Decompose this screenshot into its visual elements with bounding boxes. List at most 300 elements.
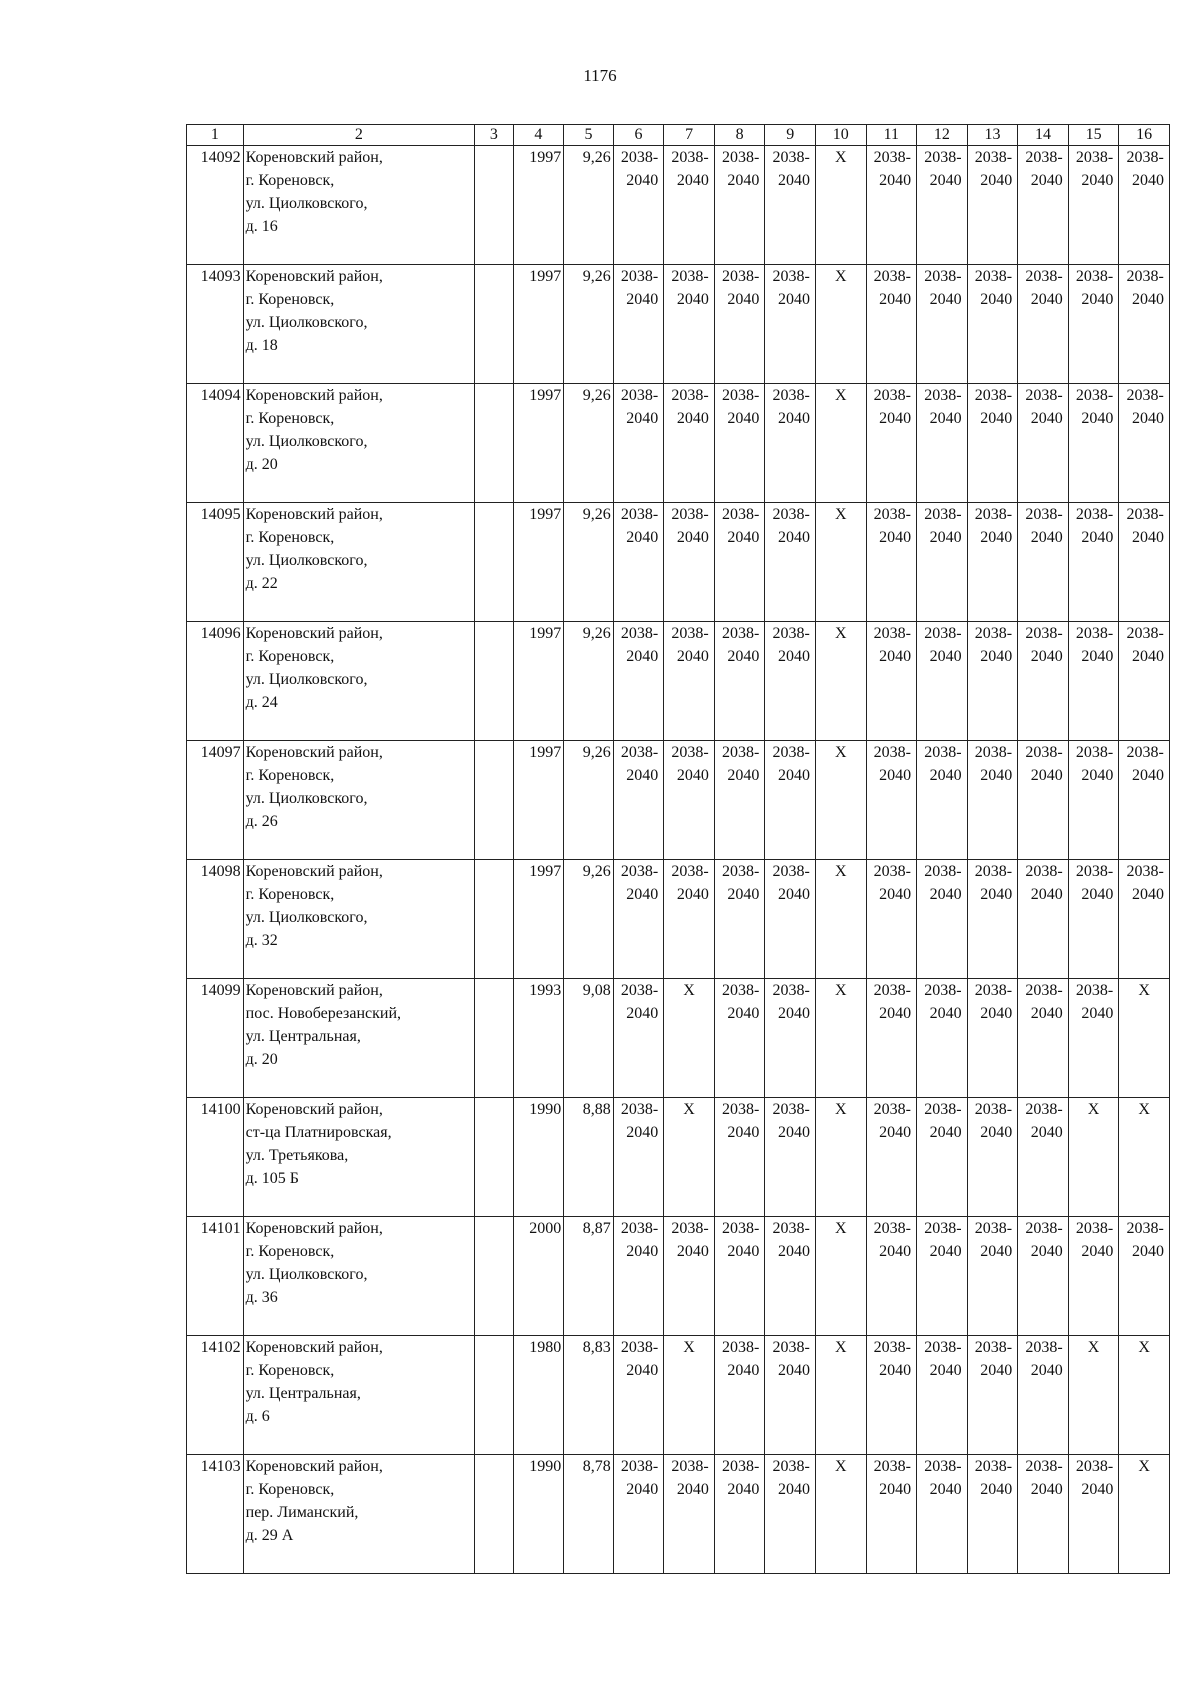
period-cell [714, 860, 765, 979]
period-end: 2040 [929, 1124, 962, 1141]
period-cell [1018, 622, 1069, 741]
period-start: 2038- [974, 149, 1013, 166]
period-start: 2038- [1025, 1220, 1063, 1237]
period-start: 2038- [924, 268, 962, 285]
period-end: 2040 [980, 648, 1013, 665]
period-start: 2038- [671, 506, 709, 523]
period-cell [866, 979, 917, 1098]
period-cell [613, 979, 664, 1098]
period-start: 2038- [772, 1458, 810, 1475]
period-cell [1068, 503, 1119, 622]
period-cell-x: X [1119, 979, 1170, 1098]
period-end: 2040 [727, 648, 760, 665]
column-number-cell: 1 [187, 125, 244, 146]
period-start: 2038- [1025, 1101, 1063, 1118]
period-cell [1068, 860, 1119, 979]
period-end: 2040 [879, 1005, 912, 1022]
period-start: 2038- [620, 506, 659, 523]
column-number-cell: 4 [513, 125, 564, 146]
column-3-cell [475, 384, 513, 503]
period-cell [1018, 979, 1069, 1098]
period-start: 2038- [974, 625, 1013, 642]
period-cell [664, 1217, 715, 1336]
period-start: 2038- [924, 1220, 962, 1237]
address-line: д. 105 Б [245, 1170, 299, 1187]
table-row [187, 1217, 1170, 1336]
period-cell [917, 1336, 968, 1455]
period-cell [664, 622, 715, 741]
column-3-cell [475, 265, 513, 384]
period-start: 2038- [1025, 387, 1063, 404]
period-end: 2040 [1081, 410, 1114, 427]
address-line: ул. Циолковского, [245, 195, 368, 212]
period-end: 2040 [1030, 1362, 1063, 1379]
period-cell [714, 741, 765, 860]
period-start: 2038- [974, 1458, 1013, 1475]
period-end: 2040 [777, 1005, 810, 1022]
period-start: 2038- [772, 1220, 810, 1237]
period-end: 2040 [676, 529, 709, 546]
table-row [187, 1455, 1170, 1574]
period-start: 2038- [924, 1101, 962, 1118]
period-end: 2040 [980, 1481, 1013, 1498]
period-cell [967, 1098, 1018, 1217]
period-end: 2040 [929, 1362, 962, 1379]
address-line: ул. Циолковского, [245, 1266, 368, 1283]
period-cell [1119, 384, 1170, 503]
period-start: 2038- [1025, 744, 1063, 761]
address-line: г. Кореновск, [245, 886, 335, 903]
period-cell [967, 741, 1018, 860]
period-cell [967, 979, 1018, 1098]
period-cell [714, 1336, 765, 1455]
period-cell [613, 741, 664, 860]
address-line: Кореновский район, [245, 625, 383, 642]
period-end: 2040 [676, 410, 709, 427]
period-end: 2040 [929, 410, 962, 427]
year-cell: 1997 [513, 622, 564, 741]
period-cell-x: X [815, 622, 866, 741]
period-cell [1119, 1217, 1170, 1336]
record-number: 14093 [187, 265, 244, 384]
period-cell [613, 146, 664, 265]
period-cell [765, 1098, 816, 1217]
value-cell: 9,26 [564, 146, 614, 265]
record-number: 14099 [187, 979, 244, 1098]
period-end: 2040 [1081, 529, 1114, 546]
period-start: 2038- [772, 1339, 810, 1356]
period-cell [866, 860, 917, 979]
record-number: 14101 [187, 1217, 244, 1336]
record-number: 14103 [187, 1455, 244, 1574]
address-line: г. Кореновск, [245, 648, 335, 665]
address-line: г. Кореновск, [245, 291, 335, 308]
period-cell-x: X [815, 1336, 866, 1455]
period-cell [714, 622, 765, 741]
period-cell [1018, 384, 1069, 503]
period-start: 2038- [671, 149, 709, 166]
period-start: 2038- [721, 268, 760, 285]
period-cell [664, 741, 715, 860]
period-cell-x: X [664, 1098, 715, 1217]
period-end: 2040 [980, 172, 1013, 189]
period-end: 2040 [879, 291, 912, 308]
period-end: 2040 [929, 767, 962, 784]
period-start: 2038- [924, 625, 962, 642]
value-cell: 9,26 [564, 503, 614, 622]
period-end: 2040 [879, 1481, 912, 1498]
period-cell-x: X [815, 1098, 866, 1217]
period-start: 2038- [721, 149, 760, 166]
period-end: 2040 [626, 172, 659, 189]
address-line: д. 24 [245, 694, 278, 711]
period-end: 2040 [626, 1362, 659, 1379]
column-3-cell [475, 503, 513, 622]
address-cell [243, 622, 475, 741]
period-start: 2038- [1126, 506, 1164, 523]
period-end: 2040 [929, 1481, 962, 1498]
period-end: 2040 [929, 886, 962, 903]
year-cell: 2000 [513, 1217, 564, 1336]
period-end: 2040 [1132, 767, 1164, 784]
period-cell [1068, 622, 1119, 741]
period-cell [613, 1336, 664, 1455]
period-start: 2038- [924, 1339, 962, 1356]
period-end: 2040 [980, 529, 1013, 546]
period-cell [613, 503, 664, 622]
period-cell-x: X [1119, 1336, 1170, 1455]
period-cell [967, 146, 1018, 265]
period-end: 2040 [727, 1481, 760, 1498]
period-start: 2038- [974, 387, 1013, 404]
period-cell [967, 1455, 1018, 1574]
address-line: Кореновский район, [245, 744, 383, 761]
period-end: 2040 [879, 1243, 912, 1260]
period-start: 2038- [974, 863, 1013, 880]
period-start: 2038- [1075, 387, 1114, 404]
register-table [186, 124, 1170, 1574]
period-end: 2040 [1081, 648, 1114, 665]
record-number: 14096 [187, 622, 244, 741]
address-line: д. 20 [245, 456, 278, 473]
address-line: д. 32 [245, 932, 278, 949]
period-end: 2040 [929, 1005, 962, 1022]
column-3-cell [475, 979, 513, 1098]
period-end: 2040 [879, 767, 912, 784]
column-3-cell [475, 860, 513, 979]
period-end: 2040 [1030, 172, 1063, 189]
period-start: 2038- [671, 268, 709, 285]
address-line: пер. Лиманский, [245, 1504, 359, 1521]
period-end: 2040 [1030, 648, 1063, 665]
address-cell [243, 384, 475, 503]
period-cell [866, 384, 917, 503]
period-cell-x: X [815, 265, 866, 384]
year-cell: 1990 [513, 1455, 564, 1574]
address-line: Кореновский район, [245, 1101, 383, 1118]
period-cell [917, 1217, 968, 1336]
period-start: 2038- [620, 982, 659, 999]
address-line: Кореновский район, [245, 149, 383, 166]
period-start: 2038- [671, 625, 709, 642]
period-end: 2040 [1132, 291, 1164, 308]
address-line: Кореновский район, [245, 863, 383, 880]
table-row [187, 741, 1170, 860]
period-end: 2040 [879, 529, 912, 546]
period-cell-x: X [1068, 1098, 1119, 1217]
period-end: 2040 [929, 529, 962, 546]
period-cell [714, 503, 765, 622]
period-cell [917, 1098, 968, 1217]
period-start: 2038- [620, 1339, 659, 1356]
address-line: д. 16 [245, 218, 278, 235]
address-line: д. 36 [245, 1289, 278, 1306]
period-end: 2040 [980, 767, 1013, 784]
column-number-cell: 9 [765, 125, 816, 146]
period-end: 2040 [676, 648, 709, 665]
period-end: 2040 [626, 767, 659, 784]
period-cell [866, 622, 917, 741]
period-start: 2038- [772, 268, 810, 285]
address-line: д. 22 [245, 575, 278, 592]
period-cell-x: X [815, 1455, 866, 1574]
table-row [187, 1098, 1170, 1217]
column-number-row [187, 125, 1170, 146]
period-cell-x: X [1119, 1455, 1170, 1574]
table-row [187, 622, 1170, 741]
period-cell [967, 265, 1018, 384]
period-end: 2040 [980, 291, 1013, 308]
period-end: 2040 [727, 529, 760, 546]
address-line: Кореновский район, [245, 1458, 383, 1475]
period-end: 2040 [626, 291, 659, 308]
period-cell [765, 146, 816, 265]
period-cell [1018, 146, 1069, 265]
value-cell: 9,26 [564, 860, 614, 979]
period-end: 2040 [980, 1243, 1013, 1260]
value-cell: 9,26 [564, 741, 614, 860]
period-start: 2038- [620, 625, 659, 642]
period-end: 2040 [1030, 1124, 1063, 1141]
period-cell [1018, 503, 1069, 622]
period-cell [967, 384, 1018, 503]
period-end: 2040 [676, 1481, 709, 1498]
period-start: 2038- [1075, 863, 1114, 880]
period-end: 2040 [879, 172, 912, 189]
period-start: 2038- [1126, 625, 1164, 642]
period-cell-x: X [815, 1217, 866, 1336]
period-start: 2038- [620, 268, 659, 285]
period-start: 2038- [620, 863, 659, 880]
period-start: 2038- [721, 1458, 760, 1475]
period-start: 2038- [1075, 982, 1114, 999]
period-end: 2040 [1132, 648, 1164, 665]
period-end: 2040 [1030, 410, 1063, 427]
period-end: 2040 [777, 1362, 810, 1379]
period-cell [917, 860, 968, 979]
table-row [187, 384, 1170, 503]
period-end: 2040 [727, 1005, 760, 1022]
table-row [187, 1336, 1170, 1455]
address-line: г. Кореновск, [245, 172, 335, 189]
period-cell [1068, 1455, 1119, 1574]
record-number: 14100 [187, 1098, 244, 1217]
period-cell [1119, 622, 1170, 741]
period-end: 2040 [879, 1124, 912, 1141]
period-end: 2040 [777, 886, 810, 903]
period-start: 2038- [1126, 744, 1164, 761]
period-cell [1018, 265, 1069, 384]
period-cell [613, 1217, 664, 1336]
period-cell [664, 860, 715, 979]
period-end: 2040 [980, 886, 1013, 903]
column-number-cell: 7 [664, 125, 715, 146]
address-line: д. 18 [245, 337, 278, 354]
period-cell [765, 979, 816, 1098]
period-end: 2040 [1030, 767, 1063, 784]
address-cell [243, 503, 475, 622]
period-cell [866, 265, 917, 384]
value-cell: 9,08 [564, 979, 614, 1098]
period-end: 2040 [980, 410, 1013, 427]
period-cell [714, 1455, 765, 1574]
year-cell: 1990 [513, 1098, 564, 1217]
period-end: 2040 [879, 886, 912, 903]
period-cell [1018, 860, 1069, 979]
period-end: 2040 [676, 1243, 709, 1260]
column-3-cell [475, 741, 513, 860]
period-cell [1068, 979, 1119, 1098]
period-cell [967, 860, 1018, 979]
period-end: 2040 [879, 1362, 912, 1379]
period-start: 2038- [1075, 268, 1114, 285]
address-cell [243, 860, 475, 979]
period-cell [917, 622, 968, 741]
period-cell [1119, 265, 1170, 384]
period-start: 2038- [873, 1339, 911, 1356]
period-cell [765, 860, 816, 979]
period-cell [714, 1098, 765, 1217]
period-cell [714, 979, 765, 1098]
address-line: Кореновский район, [245, 268, 383, 285]
value-cell: 9,26 [564, 265, 614, 384]
period-end: 2040 [1030, 1481, 1063, 1498]
period-end: 2040 [1030, 886, 1063, 903]
period-start: 2038- [1025, 1458, 1063, 1475]
period-start: 2038- [1025, 982, 1063, 999]
period-start: 2038- [1126, 149, 1164, 166]
column-number-cell: 12 [917, 125, 968, 146]
period-cell [664, 146, 715, 265]
period-end: 2040 [626, 648, 659, 665]
period-cell [613, 622, 664, 741]
period-cell [917, 741, 968, 860]
period-end: 2040 [1081, 1481, 1114, 1498]
period-cell [613, 860, 664, 979]
value-cell: 8,78 [564, 1455, 614, 1574]
period-start: 2038- [1025, 149, 1063, 166]
period-cell [1119, 741, 1170, 860]
period-end: 2040 [777, 529, 810, 546]
period-start: 2038- [772, 506, 810, 523]
period-start: 2038- [924, 744, 962, 761]
period-start: 2038- [772, 863, 810, 880]
period-cell [664, 503, 715, 622]
table-row [187, 265, 1170, 384]
period-cell [1018, 1098, 1069, 1217]
period-start: 2038- [772, 744, 810, 761]
period-start: 2038- [721, 982, 760, 999]
period-cell [1068, 741, 1119, 860]
period-end: 2040 [676, 886, 709, 903]
period-end: 2040 [1132, 1243, 1164, 1260]
year-cell: 1993 [513, 979, 564, 1098]
period-end: 2040 [929, 291, 962, 308]
address-line: ул. Циолковского, [245, 909, 368, 926]
period-start: 2038- [620, 149, 659, 166]
period-end: 2040 [879, 410, 912, 427]
period-end: 2040 [1132, 172, 1164, 189]
period-start: 2038- [924, 982, 962, 999]
period-start: 2038- [1025, 625, 1063, 642]
period-start: 2038- [620, 387, 659, 404]
address-line: г. Кореновск, [245, 1362, 335, 1379]
period-end: 2040 [777, 172, 810, 189]
period-start: 2038- [873, 387, 911, 404]
record-number: 14095 [187, 503, 244, 622]
address-cell [243, 1217, 475, 1336]
period-end: 2040 [1132, 529, 1164, 546]
period-start: 2038- [671, 1220, 709, 1237]
period-start: 2038- [620, 744, 659, 761]
period-cell [765, 384, 816, 503]
period-cell [866, 1098, 917, 1217]
period-cell [917, 979, 968, 1098]
period-cell [967, 622, 1018, 741]
period-start: 2038- [1126, 387, 1164, 404]
period-start: 2038- [721, 506, 760, 523]
period-start: 2038- [873, 625, 911, 642]
period-start: 2038- [772, 1101, 810, 1118]
period-start: 2038- [1075, 149, 1114, 166]
period-start: 2038- [721, 744, 760, 761]
period-start: 2038- [620, 1101, 659, 1118]
address-line: д. 29 А [245, 1527, 294, 1544]
period-end: 2040 [777, 1243, 810, 1260]
address-cell [243, 979, 475, 1098]
value-cell: 8,83 [564, 1336, 614, 1455]
record-number: 14092 [187, 146, 244, 265]
period-start: 2038- [873, 863, 911, 880]
period-start: 2038- [1025, 268, 1063, 285]
address-line: Кореновский район, [245, 506, 383, 523]
period-cell-x: X [664, 1336, 715, 1455]
period-end: 2040 [1081, 767, 1114, 784]
period-cell-x: X [815, 860, 866, 979]
period-start: 2038- [873, 268, 911, 285]
period-cell-x: X [1068, 1336, 1119, 1455]
period-end: 2040 [727, 172, 760, 189]
period-cell [765, 265, 816, 384]
value-cell: 8,87 [564, 1217, 614, 1336]
period-start: 2038- [671, 863, 709, 880]
address-line: ул. Центральная, [245, 1385, 361, 1402]
period-end: 2040 [1030, 291, 1063, 308]
period-cell-x: X [815, 146, 866, 265]
address-line: ул. Циолковского, [245, 790, 368, 807]
period-start: 2038- [974, 506, 1013, 523]
period-end: 2040 [980, 1005, 1013, 1022]
